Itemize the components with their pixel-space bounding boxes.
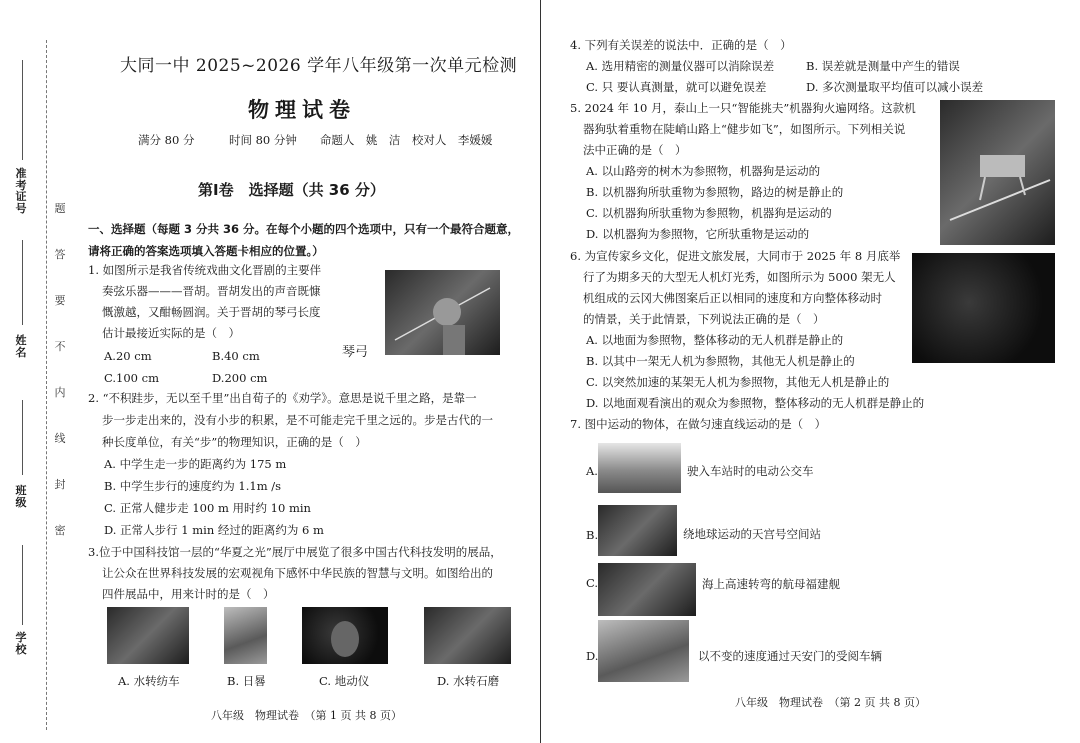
section-title: 第Ⅰ卷 选择题（共 36 分）: [198, 181, 385, 199]
q6-option-b: B. 以其中一架无人机为参照物，其他无人机是静止的: [586, 354, 855, 368]
parade-vehicles-photo: [598, 620, 689, 682]
aircraft-carrier-photo: [598, 563, 696, 616]
q7-option-b-text: 绕地球运动的天宫号空间站: [683, 527, 821, 541]
name-line: [22, 240, 23, 325]
q6-stem-line: 的情景，关于此情景，下列说法正确的是（ ）: [583, 312, 825, 326]
class-line: [22, 400, 23, 475]
q7-option-a-letter: A.: [586, 464, 598, 478]
q1-option-c: C.100 cm: [104, 371, 159, 385]
water-spinning-wheel-photo: [107, 607, 189, 664]
q6-stem-line: 机组成的云冈大佛图案后正以相同的速度和方向整体移动时: [583, 291, 882, 305]
seal-char: 答: [54, 248, 66, 261]
q7-option-d-text: 以不变的速度通过天安门的受阅车辆: [698, 649, 882, 663]
class-label: 班级: [15, 484, 27, 509]
q7-option-a-text: 驶入车站时的电动公交车: [687, 464, 814, 478]
q7-option-d-letter: D.: [586, 649, 599, 663]
robot-dog-sketch: [940, 100, 1055, 245]
q6-option-c: C. 以突然加速的某架无人机为参照物，其他无人机是静止的: [586, 375, 890, 389]
school-label: 学校: [15, 631, 27, 656]
q4-option-d: D. 多次测量取平均值可以减小误差: [806, 80, 984, 94]
q1-stem-line: 慨激越，又酣畅圆润。关于晋胡的琴弓长度: [102, 305, 321, 319]
exam-title: 大同一中 2025~2026 学年八年级第一次单元检测: [120, 56, 518, 76]
sundial-photo: [224, 607, 267, 664]
q2-option-b: B. 中学生步行的速度约为 1.1m /s: [104, 479, 282, 493]
q6-stem-line: 6. 为宣传家乡文化，促进文旅发展，大同市于 2025 年 8 月底举: [570, 249, 901, 263]
q5-option-d: D. 以机器狗为参照物，它所驮重物是运动的: [586, 227, 810, 241]
q4-stem: 4. 下列有关误差的说法中．正确的是（ ）: [570, 38, 792, 52]
q2-stem-line: 步一步走出来的，没有小步的积累，是不可能走完千里之远的。步是古代的一: [102, 413, 493, 427]
q5-option-a: A. 以山路旁的树木为参照物，机器狗是运动的: [586, 164, 821, 178]
instructions-line: 一、选择题（每题 3 分共 36 分。在每个小题的四个选项中，只有一个最符合题意，: [88, 222, 520, 236]
q3-option-b: B. 日晷: [227, 674, 266, 688]
q1-option-a: A.20 cm: [104, 349, 152, 363]
page1-footer: 八年级 物理试卷 （第 1 页 共 8 页）: [211, 709, 402, 722]
q2-option-c: C. 正常人健步走 100 m 用时约 10 min: [104, 501, 311, 515]
seal-char: 不: [54, 340, 66, 353]
seal-char: 线: [54, 432, 66, 445]
exam-number-label: 准考证号: [15, 167, 27, 215]
electric-bus-photo: [598, 443, 681, 493]
q1-stem-line: 1. 如图所示是我省传统戏曲文化晋剧的主要伴: [88, 263, 322, 277]
q6-option-a: A. 以地面为参照物，整体移动的无人机群是静止的: [586, 333, 844, 347]
space-station-photo: [598, 505, 677, 556]
exam-info: 满分 80 分 时间 80 分钟 命题人 姚 洁 校对人 李媛媛: [138, 133, 493, 147]
subject-title: 物理试卷: [248, 98, 356, 122]
q2-option-d: D. 正常人步行 1 min 经过的距离约为 6 m: [104, 523, 324, 537]
name-label: 姓名: [15, 334, 27, 359]
q5-stem-line: 器狗驮着重物在陡峭山路上“健步如飞”，如图所示。下列相关说: [583, 122, 906, 136]
q4-option-c: C. 只 要认真测量，就可以避免误差: [586, 80, 767, 94]
q2-stem-line: 2. “不积跬步，无以至千里”出自荀子的《劝学》。意思是说千里之路，是靠一: [88, 391, 477, 405]
q6-option-d: D. 以地面观看演出的观众为参照物，整体移动的无人机群是静止的: [586, 396, 925, 410]
seal-char: 题: [54, 202, 66, 215]
q1-stem-line: 奏弦乐器———晋胡。晋胡发出的声音既慷: [102, 284, 321, 298]
q3-option-d: D. 水转石磨: [437, 674, 500, 688]
q5-stem-line: 法中正确的是（ ）: [583, 143, 687, 157]
school-line: [22, 545, 23, 625]
seismoscope-photo: [302, 607, 388, 664]
seal-char: 封: [54, 478, 66, 491]
binding-dashed-line: [46, 40, 47, 730]
q2-option-a: A. 中学生走一步的距离约为 175 m: [104, 457, 287, 471]
exam-number-line: [22, 60, 23, 160]
seal-char: 要: [54, 294, 66, 307]
seismoscope-sketch: [302, 607, 388, 664]
q3-option-a: A. 水转纺车: [118, 674, 180, 688]
instructions-line: 请将正确的答案选项填入答题卡相应的位置。）: [88, 244, 324, 258]
seal-char: 内: [54, 386, 66, 399]
q2-stem-line: 种长度单位，有关“步”的物理知识，正确的是（ ）: [102, 435, 367, 449]
q3-stem-line: 3.位于中国科技馆一层的“华夏之光”展厅中展览了很多中国古代科技发明的展品，: [88, 545, 502, 559]
water-mill-photo: [424, 607, 511, 664]
q1-option-b: B.40 cm: [212, 349, 260, 363]
q4-option-a: A. 选用精密的测量仪器可以消除误差: [586, 59, 775, 73]
q3-stem-line: 四件展品中，用来计时的是（ ）: [102, 587, 275, 601]
q3-stem-line: 让公众在世界科技发展的宏观视角下感怀中华民族的智慧与文明。如图给出的: [102, 566, 493, 580]
q7-option-c-letter: C.: [586, 576, 599, 590]
bow-label: 琴弓: [342, 345, 369, 360]
q4-option-b: B. 误差就是测量中产生的错误: [806, 59, 960, 73]
q7-stem: 7. 图中运动的物体，在做匀速直线运动的是（ ）: [570, 417, 827, 431]
q5-option-b: B. 以机器狗所驮重物为参照物，路边的树是静止的: [586, 185, 844, 199]
q1-stem-line: 估计最接近实际的是（ ）: [102, 326, 240, 340]
seal-char: 密: [54, 524, 66, 537]
drone-show-photo: [912, 253, 1055, 363]
q1-option-d: D.200 cm: [212, 371, 268, 385]
robot-dog-photo: [940, 100, 1055, 245]
bow-sketch: [385, 270, 500, 355]
q7-option-b-letter: B.: [586, 528, 599, 542]
q7-option-c-text: 海上高速转弯的航母福建舰: [702, 577, 840, 591]
page-divider: [540, 0, 541, 743]
q5-stem-line: 5. 2024 年 10 月，泰山上一只“智能挑夫”机器狗火遍网络。这款机: [570, 101, 916, 115]
jinghu-player-photo: [385, 270, 500, 355]
q5-option-c: C. 以机器狗所驮重物为参照物，机器狗是运动的: [586, 206, 832, 220]
page2-footer: 八年级 物理试卷 （第 2 页 共 8 页）: [735, 696, 926, 709]
q6-stem-line: 行了为期多天的大型无人机灯光秀，如图所示为 5000 架无人: [583, 270, 896, 284]
q3-option-c: C. 地动仪: [319, 674, 370, 688]
